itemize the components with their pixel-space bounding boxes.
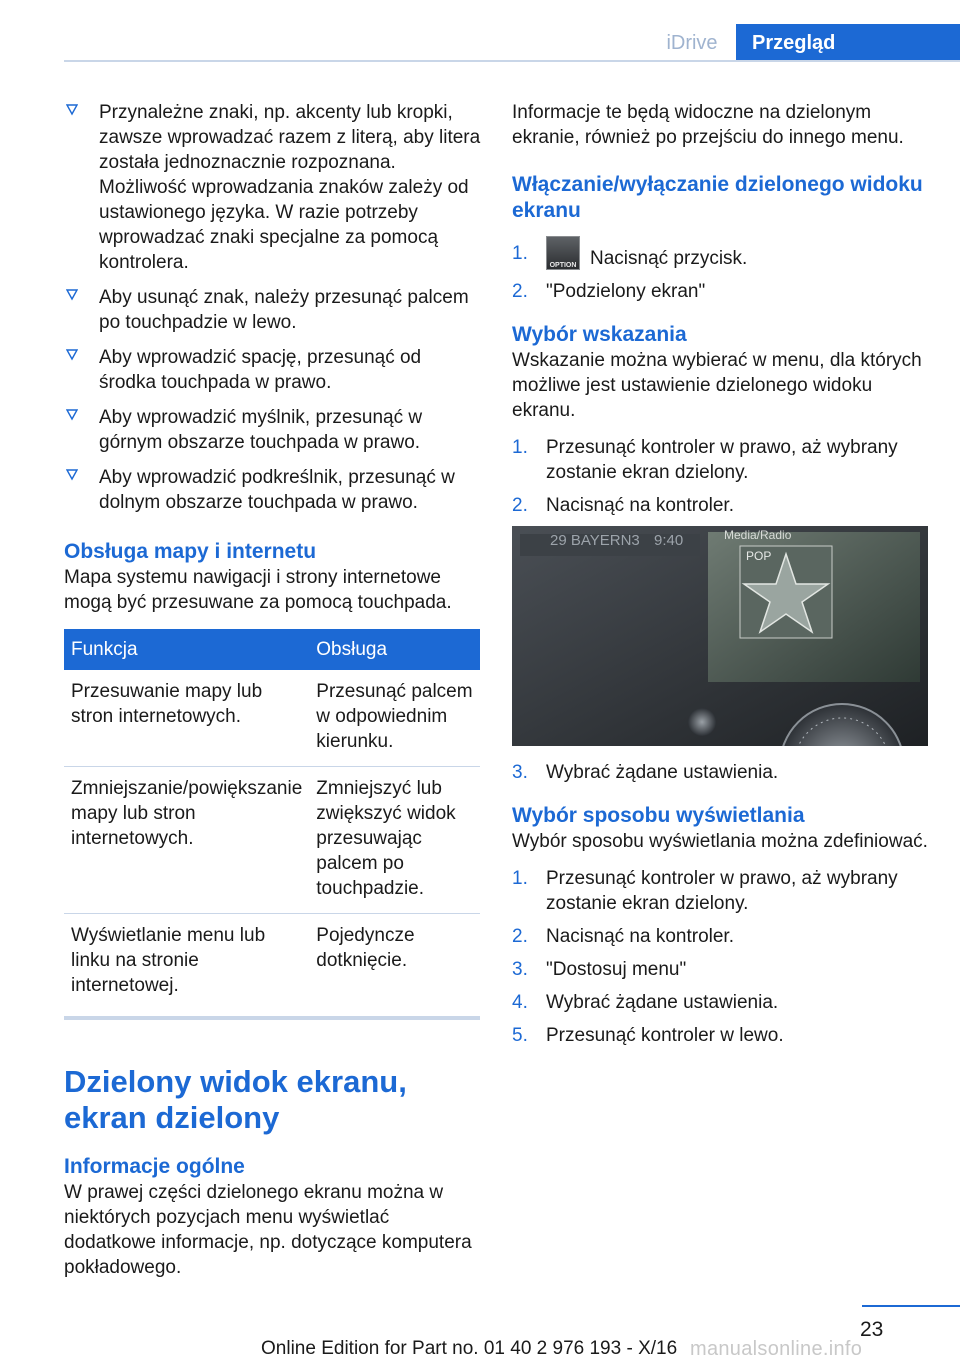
triangle-bullet-icon <box>66 409 78 421</box>
table-cell: Zmniejszanie/powiększanie mapy lub stron internetowych. <box>64 767 309 914</box>
section-title: Dzielony widok ekranu, ekran dzielony <box>64 1064 407 1135</box>
step-number: 2. <box>512 281 528 302</box>
table-row <box>64 914 480 1017</box>
triangle-bullet-icon <box>66 469 78 481</box>
list-item <box>512 924 932 949</box>
table-end-rule <box>64 1016 480 1020</box>
step-number: 1. <box>512 243 528 264</box>
map-heading: Obsługa mapy i internetu <box>64 540 317 563</box>
bullet-text: Aby wprowadzić myślnik, przesunąć w górnym obszarze touchpada w prawo. <box>99 407 423 453</box>
menu-label: Media/Radio <box>724 528 792 542</box>
list-item <box>512 435 932 485</box>
intro-text: Informacje te będą widoczne na dzielonym ekranie, również po przejściu do innego menu. <box>512 102 904 148</box>
bullet-text: Przynależne znaki, np. akcenty lub kropki, zawsze wprowadzać razem z literą, aby litera została jednoznacznie rozpoznana. Możliwość wprowadzania znaków zależy od ustawionego języka. W razie potrzeby wprowadzać znaki specjalne za pomocą kontrolera. <box>99 102 481 273</box>
list-item <box>512 957 932 982</box>
screen-graphic <box>512 526 928 746</box>
step-number: 1. <box>512 868 528 889</box>
page-number: 23 <box>860 1318 884 1341</box>
edition-note: Online Edition for Part no. 01 40 2 976 193 - X/16 <box>261 1338 678 1359</box>
step-text: Nacisnąć na kontroler. <box>546 495 734 516</box>
station-label: 29 BAYERN3 <box>550 532 640 549</box>
bullet-item <box>64 345 482 395</box>
map-text: Mapa systemu nawigacji i strony internetowe mogą być przesuwane za pomocą touchpada. <box>64 567 452 613</box>
list-item <box>512 1023 932 1048</box>
list-item <box>512 760 932 785</box>
step-text: Przesunąć kontroler w lewo. <box>546 1025 784 1046</box>
table-cell: Przesunąć palcem w odpowiednim kierunku. <box>309 670 480 767</box>
triangle-bullet-icon <box>66 104 78 116</box>
table-cell: Wyświetlanie menu lub linku na stronie internetowej. <box>71 925 266 996</box>
bullet-item <box>64 100 482 275</box>
select-text: Wskazanie można wybierać w menu, dla których możliwe jest ustawienie dzielonego widoku ekranu. <box>512 350 922 421</box>
general-text: W prawej części dzielonego ekranu można w niektórych pozycjach menu wyświetlać dodatkowe informacje, np. dotyczące komputera pokładowego. <box>64 1182 472 1278</box>
triangle-bullet-icon <box>66 289 78 301</box>
list-item <box>512 493 932 518</box>
function-table <box>64 629 480 1016</box>
table-row <box>64 670 480 767</box>
bullet-text: Aby wprowadzić spację, przesunąć od środka touchpada w prawo. <box>99 347 422 393</box>
table-header-operation: Obsługa <box>309 629 480 670</box>
step-number: 4. <box>512 992 528 1013</box>
left-column <box>64 100 482 1280</box>
mode-heading: Wybór sposobu wyświetlania <box>512 804 805 827</box>
step-number: 3. <box>512 959 528 980</box>
step-text: Wybrać żądane ustawienia. <box>546 992 779 1013</box>
step-text: "Podzielony ekran" <box>546 281 706 302</box>
mode-text: Wybór sposobu wyświetlania można zdefiniować. <box>512 831 928 852</box>
step-text: Przesunąć kontroler w prawo, aż wybrany zostanie ekran dzielony. <box>546 437 898 483</box>
header-tab-idrive[interactable]: iDrive <box>666 32 718 54</box>
table-cell: Pojedyncze dotknięcie. <box>316 925 415 971</box>
header-tab-overview[interactable]: Przegląd <box>736 24 960 62</box>
step-text: "Dostosuj menu" <box>546 959 687 980</box>
table-cell: Zmniejszyć lub zwiększyć widok przesuwając palcem po touchpadzie. <box>309 767 480 914</box>
toggle-heading: Włączanie/wyłączanie dzielonego widoku ekranu <box>512 173 923 222</box>
bullet-text: Aby usunąć znak, należy przesunąć palcem po touchpadzie w lewo. <box>99 287 469 333</box>
right-column <box>512 100 932 1056</box>
step-number: 5. <box>512 1025 528 1046</box>
header-rule <box>64 60 960 62</box>
split-screen-image <box>512 526 928 746</box>
step-number: 3. <box>512 762 528 783</box>
table-row <box>64 767 480 914</box>
list-item <box>512 236 932 277</box>
pop-label: POP <box>746 549 772 563</box>
watermark: manualsonline.info <box>690 1338 863 1360</box>
step-number: 1. <box>512 437 528 458</box>
step-text: Przesunąć kontroler w prawo, aż wybrany zostanie ekran dzielony. <box>546 868 898 914</box>
general-heading: Informacje ogólne <box>64 1155 245 1178</box>
option-button-icon: OPTION <box>546 236 580 270</box>
bullet-item <box>64 465 482 515</box>
step-number: 2. <box>512 495 528 516</box>
table-cell: Przesuwanie mapy lub stron internetowych. <box>64 670 309 767</box>
bullet-text: Aby wprowadzić podkreślnik, przesunąć w dolnym obszarze touchpada w prawo. <box>99 467 455 513</box>
select-heading: Wybór wskazania <box>512 323 687 346</box>
triangle-bullet-icon <box>66 349 78 361</box>
step-number: 2. <box>512 926 528 947</box>
time-label: 9:40 <box>654 532 684 549</box>
bullet-item <box>64 285 482 335</box>
list-item <box>512 866 932 916</box>
step-text: Wybrać żądane ustawienia. <box>546 762 779 783</box>
step-text: Nacisnąć na kontroler. <box>546 926 734 947</box>
footer-rule <box>862 1305 960 1307</box>
table-header-row <box>64 629 480 670</box>
step-text: Nacisnąć przycisk. <box>590 248 748 269</box>
bullet-item <box>64 405 482 455</box>
table-header-function: Funkcja <box>64 629 309 670</box>
list-item <box>512 279 932 304</box>
list-item <box>512 990 932 1015</box>
